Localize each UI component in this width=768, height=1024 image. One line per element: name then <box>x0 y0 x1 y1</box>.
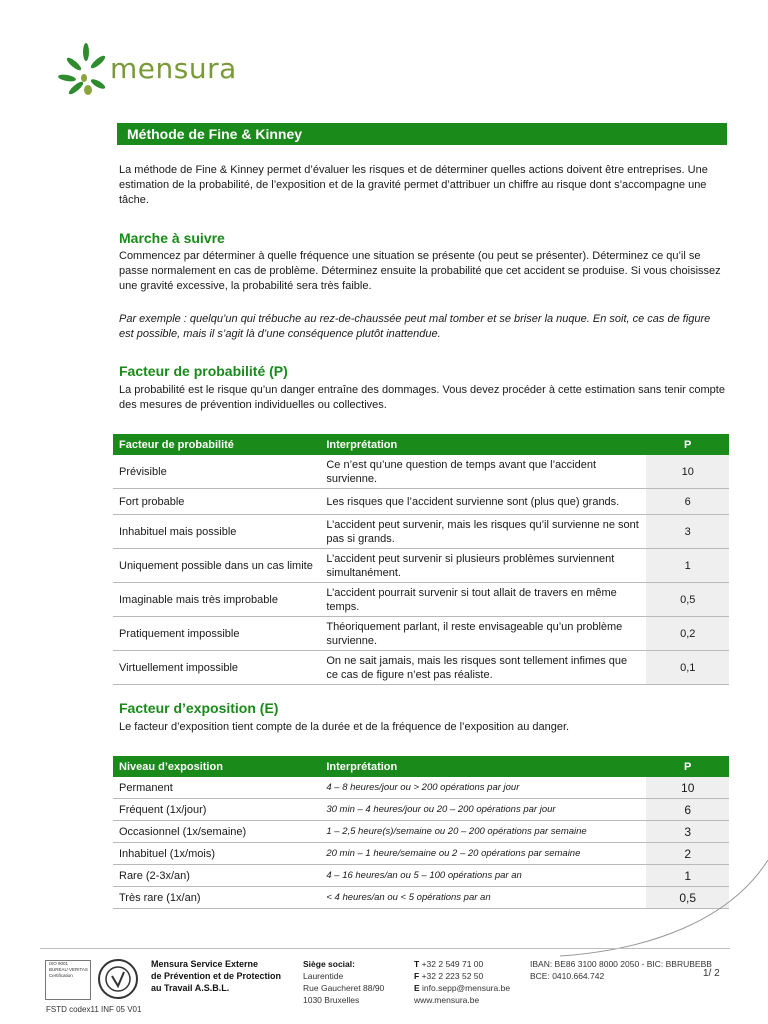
iban-line: IBAN: BE86 3100 8000 2050 - BIC: BBRUBEBB <box>530 959 712 969</box>
section-heading-probabilite: Facteur de probabilité (P) <box>119 363 288 379</box>
column-header: Facteur de probabilité <box>113 434 320 455</box>
row-value: 0,1 <box>646 651 729 685</box>
column-header: Niveau d’exposition <box>113 756 320 777</box>
table-header-row <box>113 434 729 455</box>
row-interpretation: Ce n’est qu’une question de temps avant que l’accident survienne. <box>320 455 646 489</box>
head-office <box>303 958 384 1006</box>
row-label: Très rare (1x/an) <box>113 887 320 909</box>
row-label: Virtuellement impossible <box>113 651 320 685</box>
iso-badge <box>45 960 91 1000</box>
contact-value[interactable]: www.mensura.be <box>414 995 480 1005</box>
row-value: 6 <box>646 489 729 515</box>
table-row <box>113 799 729 821</box>
company-line: Mensura Service Externe <box>151 959 259 969</box>
section-heading-marche: Marche à suivre <box>119 230 225 246</box>
row-label: Inhabituel mais possible <box>113 515 320 549</box>
row-value: 1 <box>646 865 729 887</box>
table-header-row <box>113 756 729 777</box>
contact-phone <box>414 958 510 970</box>
row-label: Fort probable <box>113 489 320 515</box>
contact-value: +32 2 223 52 50 <box>421 971 484 981</box>
contact-fax <box>414 970 510 982</box>
row-interpretation: 30 min – 4 heures/jour ou 20 – 200 opérations par jour <box>320 799 646 821</box>
row-label: Uniquement possible dans un cas limite <box>113 549 320 583</box>
document-title: Méthode de Fine & Kinney <box>117 123 727 145</box>
table-row <box>113 821 729 843</box>
contact-key: E <box>414 983 420 993</box>
row-interpretation: L’accident peut survenir si plusieurs problèmes surviennent simultanément. <box>320 549 646 583</box>
row-value: 3 <box>646 515 729 549</box>
document-reference: FSTD codex11 INF 05 V01 <box>46 1005 142 1014</box>
table-row <box>113 455 729 489</box>
contact-key: T <box>414 959 420 969</box>
row-label: Prévisible <box>113 455 320 489</box>
certification-logo <box>45 954 141 1004</box>
row-label: Fréquent (1x/jour) <box>113 799 320 821</box>
table-row <box>113 617 729 651</box>
column-header: Interprétation <box>320 434 646 455</box>
column-header: P <box>646 756 729 777</box>
company-line: au Travail A.S.B.L. <box>151 983 230 993</box>
olive-branch-icon <box>58 42 114 106</box>
mensura-logo <box>58 42 258 106</box>
row-interpretation: 1 – 2,5 heure(s)/semaine ou 20 – 200 opérations par semaine <box>320 821 646 843</box>
probability-table <box>113 434 729 685</box>
footer-divider <box>40 948 730 949</box>
row-value: 10 <box>646 455 729 489</box>
cert-line: ISO 9001 <box>49 961 69 966</box>
cert-line: Certification <box>49 973 73 978</box>
contact-info <box>414 958 510 1006</box>
table-row <box>113 489 729 515</box>
intro-paragraph: La méthode de Fine & Kinney permet d’évaluer les risques et de déterminer quelles actions doivent être entreprises. Une estimation de la probabilité, de l’exposition et de la gravité permet d’attribuer un chiffre au risque dont s’accompagne une tâche. <box>119 164 708 206</box>
row-interpretation: L’accident peut survenir, mais les risques qu’il survienne ne sont pas si grands. <box>320 515 646 549</box>
address-line: Rue Gaucheret 88/90 <box>303 983 385 993</box>
address-line: Laurentide <box>303 971 344 981</box>
row-interpretation: Théoriquement parlant, il reste envisageable qu’un problème survienne. <box>320 617 646 651</box>
bank-info <box>530 958 712 982</box>
row-interpretation: < 4 heures/an ou < 5 opérations par an <box>320 887 646 909</box>
contact-website <box>414 994 510 1006</box>
row-value: 3 <box>646 821 729 843</box>
row-label: Permanent <box>113 777 320 799</box>
row-label: Pratiquement impossible <box>113 617 320 651</box>
company-name <box>151 958 281 994</box>
address-line: 1030 Bruxelles <box>303 995 360 1005</box>
row-interpretation: 20 min – 1 heure/semaine ou 2 – 20 opérations par semaine <box>320 843 646 865</box>
row-interpretation: Les risques que l’accident survienne sont (plus que) grands. <box>320 489 646 515</box>
row-value: 0,5 <box>646 583 729 617</box>
probabilite-paragraph: La probabilité est le risque qu’un danger entraîne des dommages. Vous devez procéder à cette estimation sans tenir compte des mesures de prévention individuelles ou collectives. <box>119 384 725 411</box>
head-office-label: Siège social: <box>303 959 355 969</box>
decorative-curve <box>560 860 768 960</box>
contact-email <box>414 982 510 994</box>
marche-paragraph: Commencez par déterminer à quelle fréquence une situation se présente (ou peut se présenter). Déterminez ce qu’il se passe normalement en cas de problème. Déterminez ensuite la probabilité que cet accident se produise. Si vous choisissez une gravité excessive, la probabilité sera très faible. <box>119 250 721 292</box>
contact-key: F <box>414 971 420 981</box>
example-paragraph: Par exemple : quelqu’un qui trébuche au rez-de-chaussée peut mal tomber et se briser la nuque. En soit, ce cas de figure est possible, mais il s’agit là d’une conséquence plutôt inattendue. <box>119 313 711 340</box>
row-interpretation: L’accident pourrait survenir si tout allait de travers en même temps. <box>320 583 646 617</box>
column-header: P <box>646 434 729 455</box>
row-label: Occasionnel (1x/semaine) <box>113 821 320 843</box>
company-line: de Prévention et de Protection <box>151 971 282 981</box>
contact-value[interactable]: info.sepp@mensura.be <box>422 983 511 993</box>
bce-line: BCE: 0410.664.742 <box>530 971 605 981</box>
row-label: Rare (2-3x/an) <box>113 865 320 887</box>
row-label: Imaginable mais très improbable <box>113 583 320 617</box>
row-value: 0,2 <box>646 617 729 651</box>
cert-line: BUREAU VERITAS <box>49 967 88 972</box>
section-heading-exposition: Facteur d’exposition (E) <box>119 700 279 716</box>
table-row <box>113 583 729 617</box>
row-value: 0,5 <box>646 887 729 909</box>
row-value: 6 <box>646 799 729 821</box>
table-row <box>113 515 729 549</box>
exposition-paragraph: Le facteur d’exposition tient compte de la durée et de la fréquence de l’exposition au danger. <box>119 721 570 733</box>
column-header: Interprétation <box>320 756 646 777</box>
table-row <box>113 651 729 685</box>
row-value: 1 <box>646 549 729 583</box>
row-interpretation: 4 – 16 heures/an ou 5 – 100 opérations par an <box>320 865 646 887</box>
row-value: 2 <box>646 843 729 865</box>
row-interpretation: On ne sait jamais, mais les risques sont tellement infimes que ce cas de figure n’est pas réaliste. <box>320 651 646 685</box>
row-label: Inhabituel (1x/mois) <box>113 843 320 865</box>
table-row <box>113 549 729 583</box>
bureau-veritas-seal-icon <box>97 954 139 1004</box>
table-row <box>113 777 729 799</box>
logo-wordmark: mensura <box>110 52 237 85</box>
contact-value: +32 2 549 71 00 <box>421 959 484 969</box>
page-number: 1/ 2 <box>703 968 720 979</box>
row-interpretation: 4 – 8 heures/jour ou > 200 opérations par jour <box>320 777 646 799</box>
row-value: 10 <box>646 777 729 799</box>
